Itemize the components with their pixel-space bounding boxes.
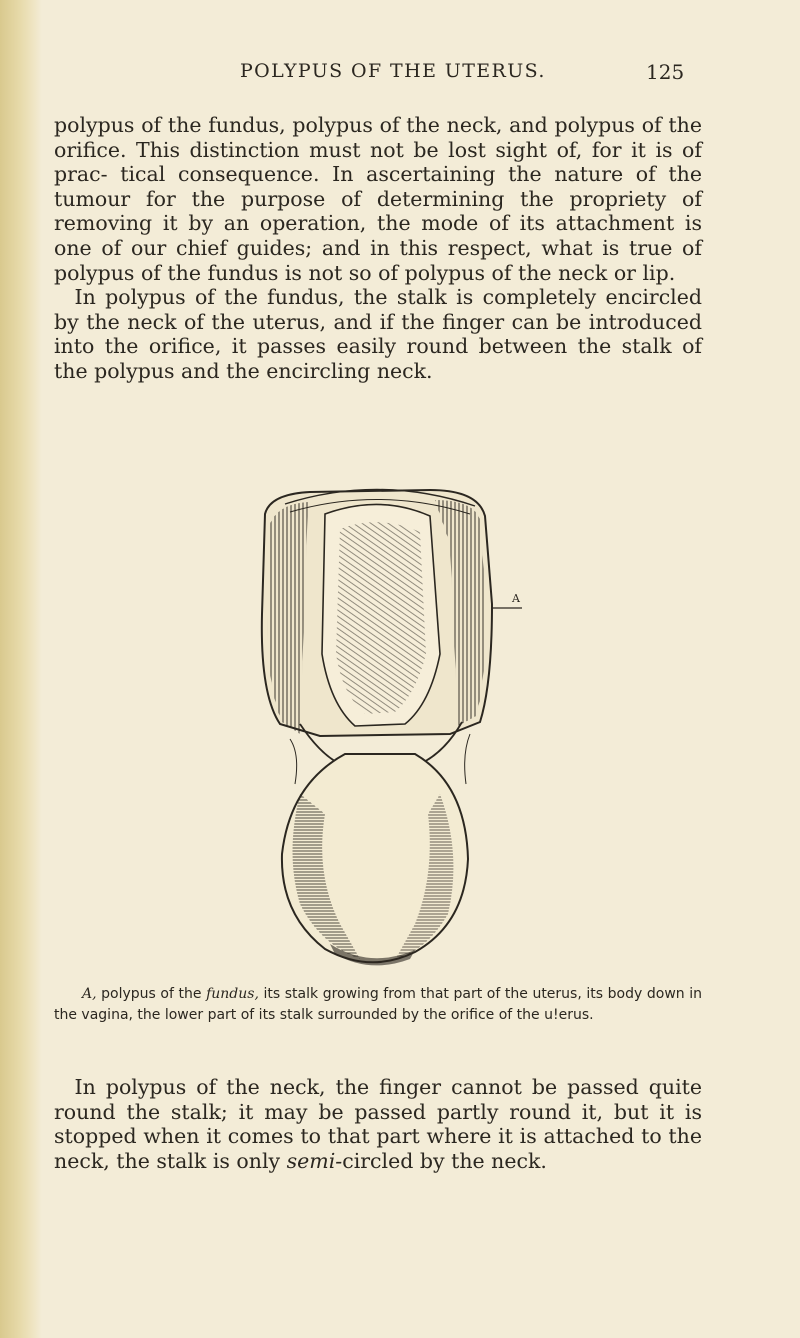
text-line: In polypus of the fundus, the stalk is completely encircled by the — [54, 285, 702, 334]
figure-caption — [54, 984, 702, 1026]
text-line: polypus of the fundus, polypus of the neck, and polypus of the — [54, 113, 702, 137]
page-header — [0, 60, 800, 90]
paragraph-2 — [54, 285, 702, 383]
caption-emphasis: fundus, — [206, 986, 259, 1002]
text-line: respect, what is true of polypus of the fundus is not so of polypus — [54, 235, 702, 285]
page-gutter-shadow — [0, 0, 42, 1338]
text-line: neck of the uterus, and if the finger can be introduced into the — [54, 309, 702, 359]
text-line: orifice, it passes easily round between the stalk of the polypus and — [54, 334, 702, 383]
opening-text — [54, 113, 702, 384]
caption-label: A, — [82, 986, 97, 1002]
text-line: the encircling neck. — [226, 358, 433, 383]
emphasis-semi: semi- — [286, 1148, 343, 1173]
text-line: of the neck or lip. — [491, 260, 676, 285]
text-line: the mode of its attachment is one of our chief guides; and in this — [54, 211, 702, 260]
text-line: orifice. This distinction must not be lost sight of, for it is of prac- — [54, 137, 702, 187]
running-title: POLYPUS OF THE UTERUS. — [240, 60, 546, 82]
uterus-polypus-illustration — [230, 454, 530, 974]
figure-label-a: A — [512, 592, 520, 605]
text-run: circled by the neck. — [342, 1148, 547, 1173]
closing-text — [54, 1075, 702, 1173]
caption-text — [54, 984, 702, 1026]
text-line: purpose of determining the propriety of removing it by an operation, — [54, 186, 702, 236]
paragraph-3 — [54, 1075, 702, 1173]
page-number: 125 — [646, 60, 685, 84]
caption-part: polypus of the — [96, 986, 207, 1002]
caption-part: its stalk growing from that part of the uterus, its body down in the vagina, the lower part of its stalk surrounded by the orifice of the u!erus. — [54, 986, 702, 1023]
text-line: tical consequence. In ascertaining the nature of the tumour for the — [54, 162, 702, 211]
text-run: In polypus of the neck, the finger cannot be passed quite round the stalk; it may be passed partly round it, but it is stopped when it comes to that part where it is attached to the neck, the stalk is only — [54, 1075, 702, 1173]
paragraph-1 — [54, 113, 702, 285]
